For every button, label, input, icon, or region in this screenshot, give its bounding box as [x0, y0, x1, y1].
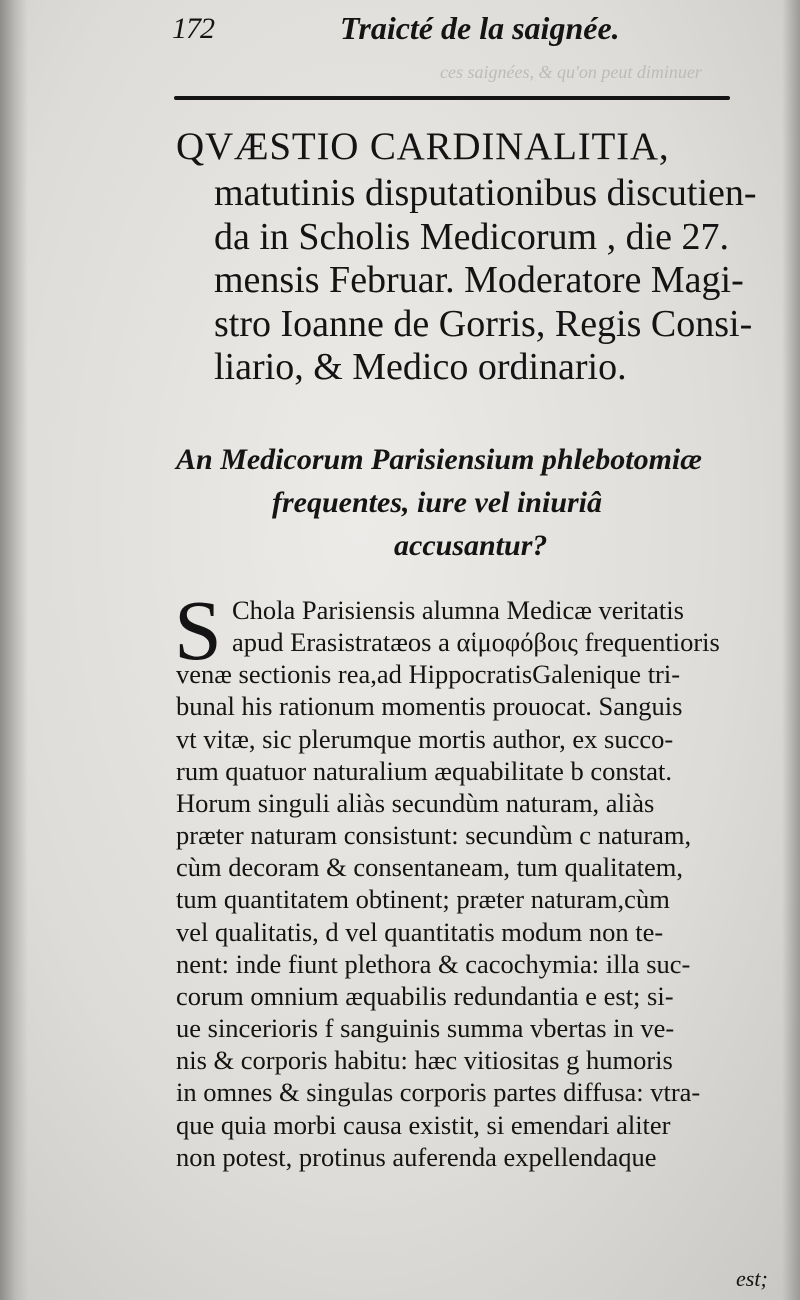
body-line: Chola Parisiensis alumna Medicæ veritatis [232, 595, 684, 625]
question-line: liario, & Medico ordinario. [214, 346, 627, 389]
body-line: non potest, protinus auferenda expellendaque [176, 1141, 657, 1172]
bleed-through-text: ces saignées, & qu'on peut diminuer [440, 62, 702, 82]
body-line: vel qualitatis, d vel quantitatis modum non te- [176, 916, 664, 947]
question-line: mensis Februar. Moderatore Magi- [214, 259, 744, 302]
body-line: cùm decoram & consentaneam, tum qualitatem, [176, 852, 684, 883]
body-line: bunal his rationum momentis prouocat. Sanguis [176, 691, 683, 722]
body-line: in omnes & singulas corporis partes diffusa: vtra- [176, 1077, 701, 1108]
drop-cap: S [174, 582, 222, 678]
body-line: apud Erasistratæos a αἱμοφόβοις frequentioris [232, 627, 720, 658]
thesis-line: accusantur? [394, 529, 548, 562]
body-line: venæ sectionis rea,ad HippocratisGalenique tri- [176, 659, 681, 690]
question-line: da in Scholis Medicorum , die 27. [214, 215, 730, 258]
question-text [214, 172, 774, 390]
page-edge-shadow [782, 0, 800, 1300]
question-title: QVÆSTIO CARDINALITIA, [176, 125, 670, 168]
page-number: 172 [172, 12, 214, 45]
body-line: vt vitæ, sic plerumque mortis author, ex succo- [176, 723, 674, 754]
thesis-line: An Medicorum Parisiensium phlebotomiæ [176, 443, 702, 476]
running-head [172, 8, 732, 48]
binding-gutter-shadow [0, 0, 28, 1300]
catchword: est; [736, 1266, 768, 1291]
question-line: matutinis disputationibus discutien- [214, 172, 757, 214]
body-line: ue sincerioris f sanguinis summa vbertas in ve- [176, 1013, 675, 1044]
body-line: nis & corporis habitu: hæc vitiositas g humoris [176, 1045, 673, 1076]
header-rule [174, 96, 730, 100]
body-line: præter naturam consistunt: secundùm c naturam, [176, 820, 692, 851]
question-line: stro Ioanne de Gorris, Regis Consi- [214, 302, 753, 345]
body-line: que quia morbi causa existit, si emendari aliter [176, 1109, 671, 1140]
body-line: corum omnium æquabilis redundantia e est; si- [176, 980, 674, 1011]
thesis-heading [176, 438, 776, 567]
body-line: rum quatuor naturalium æquabilitate b constat. [176, 755, 673, 786]
running-title: Traicté de la saignée. [340, 10, 620, 46]
body-text [176, 594, 766, 1173]
thesis-line: frequentes, iure vel iniuriâ [272, 486, 603, 519]
body-line: nent: inde fiunt plethora & cacochymia: illa suc- [176, 948, 691, 979]
body-line: Horum singuli aliàs secundùm naturam, aliàs [176, 787, 655, 818]
body-line: tum quantitatem obtinent; præter naturam,cùm [176, 884, 670, 915]
